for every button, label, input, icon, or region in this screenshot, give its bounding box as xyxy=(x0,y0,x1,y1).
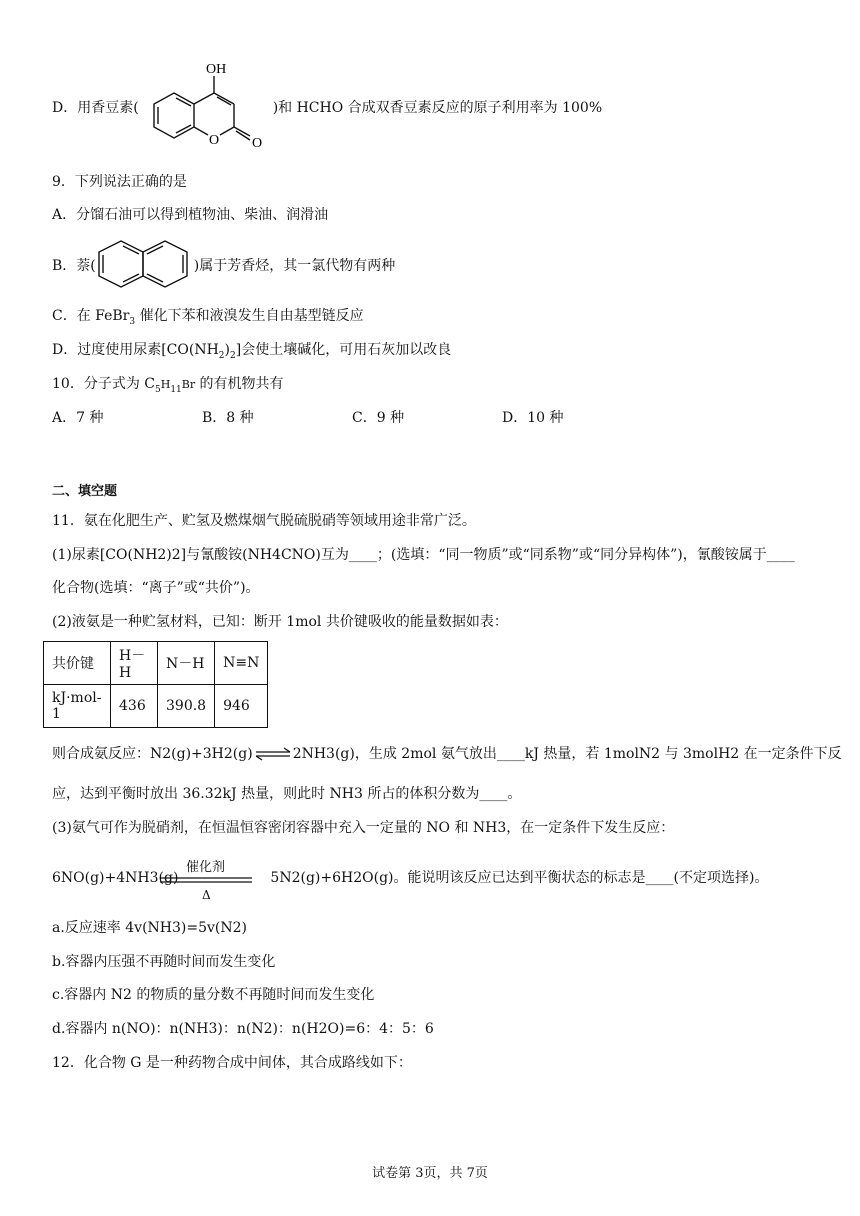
q9-c-sub: 3 xyxy=(129,316,136,327)
bond-energy-table xyxy=(43,641,268,728)
table-row xyxy=(44,685,268,728)
q11-choice-a: a.反应速率 4v(NH3)=5v(N2) xyxy=(52,920,247,936)
q11-p2-line2: 应，达到平衡时放出 36.32kJ 热量，则此时 NH3 所占的体积分数为____。 xyxy=(52,786,522,802)
heat-delta-label: Δ xyxy=(202,888,211,902)
table-cell: 共价键 xyxy=(44,642,111,685)
table-cell: N≡N xyxy=(215,642,268,685)
q9-option-d xyxy=(52,340,451,366)
mol-ring-o-label: O xyxy=(209,133,220,148)
table-row xyxy=(44,642,268,685)
q11-p3-intro: (3)氨气可作为脱硝剂，在恒温恒容密闭容器中充入一定量的 NO 和 NH3，在一定条件下发生反应： xyxy=(52,820,675,836)
section-title-fill-in: 二、填空题 xyxy=(52,484,118,499)
q9-c-post: 催化下苯和液溴发生自由基型链反应 xyxy=(135,308,364,324)
table-cell: kJ·mol-1 xyxy=(44,685,111,728)
q9-b-post: )属于芳香烃，其一氯代物有两种 xyxy=(193,258,396,274)
table-cell: H－H xyxy=(111,642,158,685)
q10-br: Br xyxy=(181,378,196,391)
q11-p2-eq-left: 则合成氨反应：N2(g)+3H2(g) xyxy=(52,746,253,762)
q11-p3-eq-right: 5N2(g)+6H2O(g)。能说明该反应已达到平衡状态的标志是____(不定项选择)。 xyxy=(270,870,769,886)
q9-d-end: ]会使土壤碱化，可用石灰加以改良 xyxy=(235,342,452,358)
q9-option-c xyxy=(52,306,364,332)
q11-p2-line1 xyxy=(52,744,842,764)
q11-p1-line1: (1)尿素[CO(NH2)2]与氰酸铵(NH4CNO)互为____；(选填：“同一物质”或“同系物”或“同分异构体”)，氰酸铵属于____ xyxy=(52,547,795,563)
page-footer: 试卷第 3页，共 7页 xyxy=(372,1166,488,1181)
q10-option-c: C．9 种 xyxy=(352,410,405,426)
naphthalene-structure xyxy=(93,236,193,292)
q9-d-paren: ) xyxy=(224,342,230,358)
q10-option-b: B．8 种 xyxy=(202,410,254,426)
q9-d-pre: D．过度使用尿素[CO(NH xyxy=(52,342,219,358)
q9-c-pre: C．在 FeBr xyxy=(52,308,130,324)
q9-b-pre: B．萘( xyxy=(52,258,96,274)
q8-d-pre: D．用香豆素( xyxy=(52,100,139,116)
q10-option-d: D．10 种 xyxy=(502,410,564,426)
reaction-double-line xyxy=(160,876,252,884)
table-cell: 390.8 xyxy=(158,685,215,728)
q10-stem-post: 的有机物共有 xyxy=(195,376,284,392)
catalyst-label: 催化剂 xyxy=(186,860,226,875)
q11-p2-eq-right: 2NH3(g)，生成 2mol 氨气放出____kJ 热量，若 1molN2 与 3molH2 在一定条件下反 xyxy=(292,746,842,762)
q9-option-a: A．分馏石油可以得到植物油、柴油、润滑油 xyxy=(52,207,329,223)
mol-oh-label: OH xyxy=(206,62,227,77)
q10-stem-pre: 10．分子式为 C xyxy=(52,376,155,392)
table-cell: 436 xyxy=(111,685,158,728)
q11-choice-b: b.容器内压强不再随时间而发生变化 xyxy=(52,954,276,970)
q10-h: H xyxy=(160,378,171,391)
mol-carbonyl-o-label: O xyxy=(252,136,263,151)
table-cell: 946 xyxy=(215,685,268,728)
q11-stem: 11．氨在化肥生产、贮氢及燃煤烟气脱硫脱硝等领域用途非常广泛。 xyxy=(52,513,476,529)
q11-p2-intro: (2)液氨是一种贮氢材料，已知：断开 1mol 共价键吸收的能量数据如表： xyxy=(52,614,508,630)
coumarin-structure xyxy=(140,56,280,156)
q9-stem: 9．下列说法正确的是 xyxy=(52,174,187,190)
q10-sub1: 5 xyxy=(154,384,161,395)
table-cell: N－H xyxy=(158,642,215,685)
q11-choice-d: d.容器内 n(NO)：n(NH3)：n(N2)：n(H2O)=6：4：5：6 xyxy=(52,1021,434,1037)
equilibrium-arrow xyxy=(254,747,292,761)
q10-option-a: A．7 种 xyxy=(52,410,104,426)
q10-sub2: 11 xyxy=(170,384,182,395)
q12-stem: 12．化合物 G 是一种药物合成中间体，其合成路线如下： xyxy=(52,1055,412,1071)
q11-p3-eq-left: 6NO(g)+4NH3(g) xyxy=(52,870,179,886)
q9-d-sub: 2 xyxy=(218,350,225,361)
q8-option-d xyxy=(52,98,602,118)
q11-choice-c: c.容器内 N2 的物质的量分数不再随时间而发生变化 xyxy=(52,987,375,1003)
q10-stem xyxy=(52,374,284,400)
q11-p1-line2: 化合物(选填：“离子”或“共价”)。 xyxy=(52,580,260,596)
q9-d-sub2: 2 xyxy=(230,350,236,361)
q8-d-post: )和 HCHO 合成双香豆素反应的原子利用率为 100% xyxy=(272,100,603,116)
